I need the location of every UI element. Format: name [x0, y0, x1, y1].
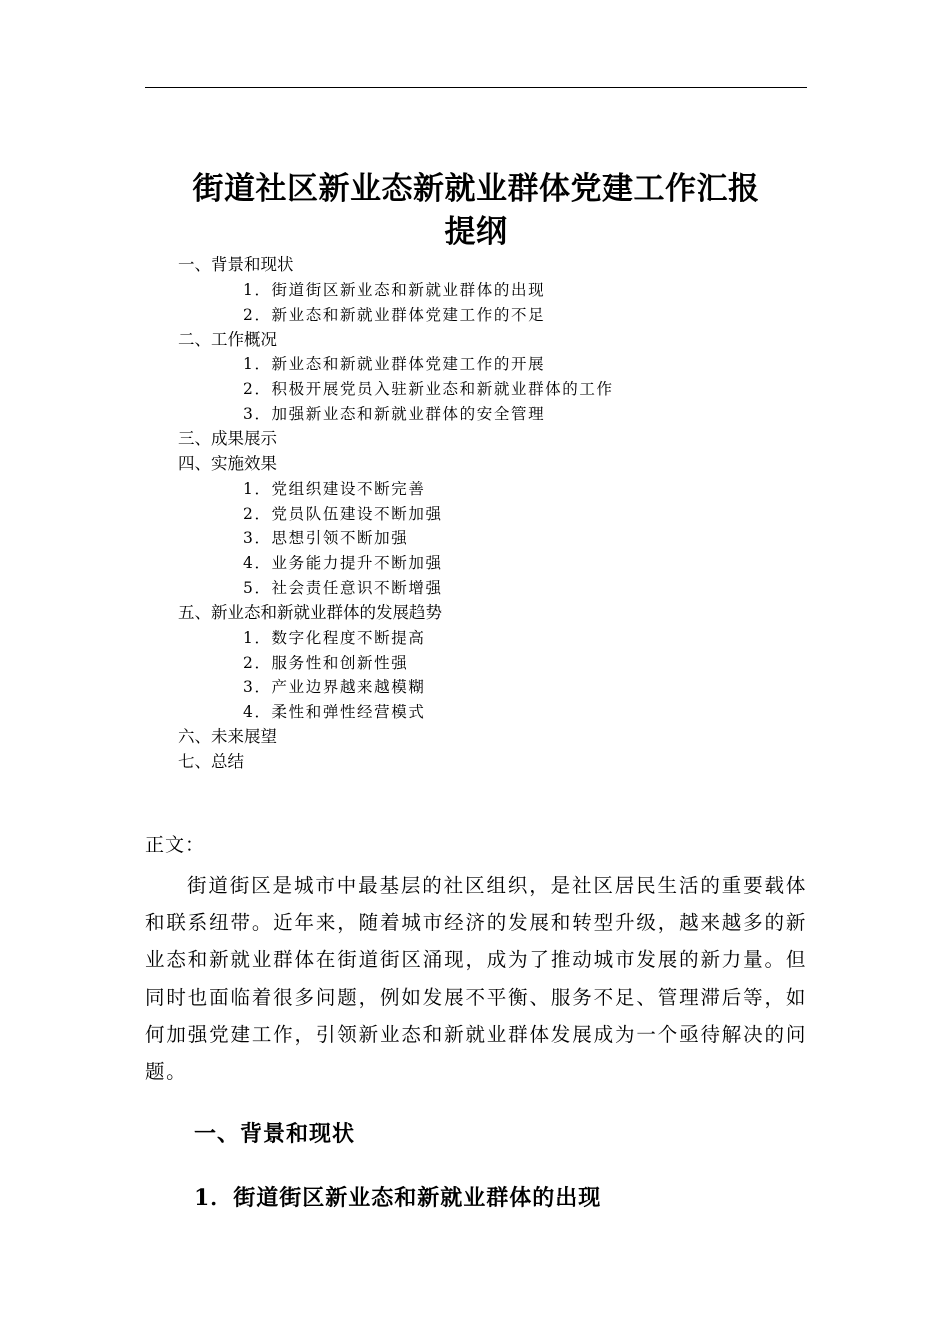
outline-subitem: 3．产业边界越来越模糊	[243, 678, 426, 697]
outline-subitem: 2．新业态和新就业群体党建工作的不足	[243, 305, 546, 324]
section-heading: 一、背景和现状	[194, 1122, 356, 1147]
outline-subitem: 1．新业态和新就业群体党建工作的开展	[243, 355, 546, 374]
body-label: 正文：	[145, 834, 206, 856]
outline-subitem: 1．数字化程度不断提高	[243, 628, 426, 647]
document-title-line2: 提纲	[444, 214, 508, 250]
body-paragraph: 街道街区是城市中最基层的社区组织，是社区居民生活的重要载体和联系纽带。近年来，随着城市经济的发展和转型升级，越来越多的新业态和新就业群体在街道街区涌现，成为了推动城市发展的新力量。但同时也面临着很多问题，例如发展不平衡、服务不足、管理滞后等，如何加强党建工作，引领新业态和新就业群体发展成为一个亟待解决的问题。	[145, 874, 807, 1084]
outline-section-item: 六、未来展望	[178, 727, 277, 747]
outline-subitem: 5．社会责任意识不断增强	[243, 579, 443, 598]
outline-section-item: 四、实施效果	[178, 453, 277, 473]
outline-subitem: 3．加强新业态和新就业群体的安全管理	[243, 405, 546, 424]
outline-section-item: 七、总结	[178, 752, 244, 771]
outline-section-item: 一、背景和现状	[178, 255, 294, 274]
outline-subitem: 2．服务性和创新性强	[243, 653, 409, 672]
document-title-line1: 街道社区新业态新就业群体党建工作汇报	[192, 171, 760, 207]
outline-subitem: 4．业务能力提升不断加强	[243, 554, 443, 573]
outline-subitem: 3．思想引领不断加强	[243, 529, 409, 548]
outline-section-item: 三、成果展示	[178, 428, 277, 448]
outline-subitem: 2．积极开展党员入驻新业态和新就业群体的工作	[243, 380, 614, 399]
subsection-heading: 1．街道街区新业态和新就业群体的出现	[194, 1185, 602, 1211]
outline-subitem: 2．党员队伍建设不断加强	[243, 504, 443, 523]
outline-section-item: 二、工作概况	[178, 329, 277, 349]
outline-subitem: 1．街道街区新业态和新就业群体的出现	[243, 280, 546, 299]
outline-subitem: 1．党组织建设不断完善	[243, 479, 426, 498]
outline-section-item: 五、新业态和新就业群体的发展趋势	[178, 602, 442, 622]
header-rule	[145, 87, 807, 88]
outline-subitem: 4．柔性和弹性经营模式	[243, 703, 426, 722]
